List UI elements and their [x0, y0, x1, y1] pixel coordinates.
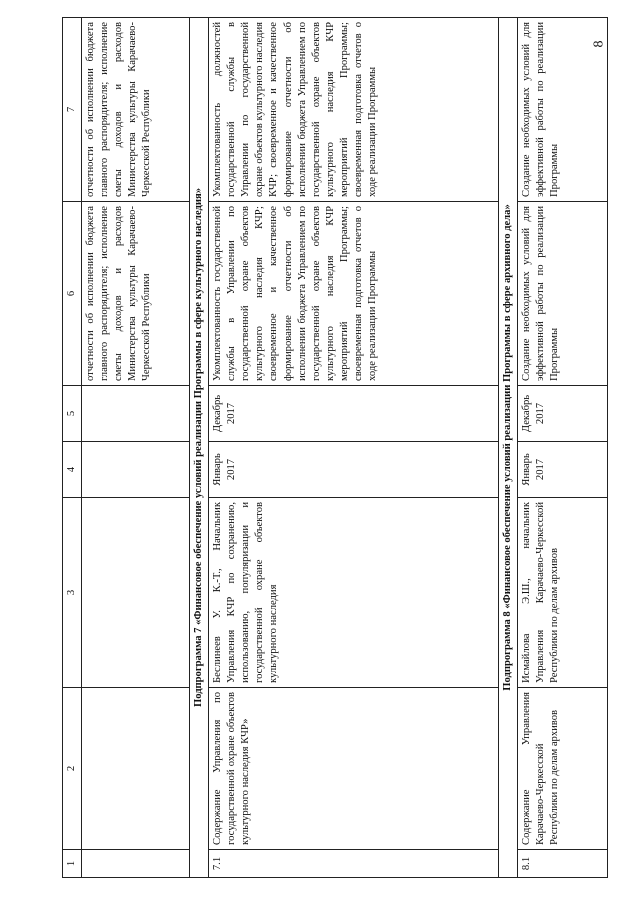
- row-indicator: Укомплектованность должностей государственной службы в Управлении по государственной охране объектов культурного наследия КЧР; своевременное и качественное формирование отчетности об исполнении бюджета Управлением по государственной охране объектов культурного наследия КЧР мероприятий Программы; своевременная подготовка отчетов о ходе реализации Программы: [209, 18, 499, 202]
- column-number: 2: [63, 688, 82, 850]
- column-number: 1: [63, 850, 82, 878]
- page-number: 8: [591, 40, 607, 48]
- table-cell: [82, 688, 190, 850]
- column-number: 7: [63, 18, 82, 202]
- column-number: 6: [63, 202, 82, 386]
- row-end-date: Декабрь 2017: [518, 386, 608, 442]
- column-number: 5: [63, 386, 82, 442]
- column-number: 4: [63, 442, 82, 498]
- row-end-date: Декабрь 2017: [209, 386, 499, 442]
- continued-result-cell: отчетности об исполнении бюджета главного распорядителя; исполнение сметы доходов и расходов Министерства культуры Карачаево-Черкесской Республики: [82, 202, 190, 386]
- section-title: Подпрограмма 7 «Финансовое обеспечение условий реализации Программы в сфере культурного наследия»: [190, 18, 209, 878]
- column-number: 3: [63, 498, 82, 688]
- row-name: Содержание Управления Карачаево-Черкесской Республики по делам архивов: [518, 688, 608, 850]
- row-start-date: Январь 2017: [209, 442, 499, 498]
- continued-indicator-cell: отчетности об исполнении бюджета главного распорядителя; исполнение сметы доходов и расходов Министерства культуры Карачаево-Черкесской Республики: [82, 18, 190, 202]
- table-cell: [82, 386, 190, 442]
- section-header-row: [190, 18, 209, 878]
- continued-row: [82, 18, 190, 878]
- program-table: [62, 17, 608, 878]
- row-result: Создание необходимых условий для эффективной работы по реализации Программы: [518, 202, 608, 386]
- section-header-row: [499, 18, 518, 878]
- table-row: [518, 18, 608, 878]
- row-executor: Беслинеев У. К.-Т., Начальник Управления КЧР по сохранению, использованию, популяризации и государственной охране объектов культурного наследия: [209, 498, 499, 688]
- rotated-table-container: [62, 18, 602, 878]
- row-number: 8.1: [518, 850, 608, 878]
- row-name: Содержание Управления по государственной охране объектов культурного наследия КЧР»: [209, 688, 499, 850]
- row-number: 7.1: [209, 850, 499, 878]
- column-number-row: [63, 18, 82, 878]
- table-cell: [82, 442, 190, 498]
- table-cell: [82, 498, 190, 688]
- row-result: Укомплектованность государственной службы в Управлении по государственной охране объектов культурного наследия КЧР; своевременное и качественное формирование отчетности об исполнении бюджета Управлением по государственной охране объектов культурного наследия КЧР мероприятий Программы; своевременная подготовка отчетов о ходе реализации Программы: [209, 202, 499, 386]
- table-row: [209, 18, 499, 878]
- section-title: Подпрограмма 8 «Финансовое обеспечение условий реализации Программы в сфере архивного дела»: [499, 18, 518, 878]
- table-cell: [82, 850, 190, 878]
- row-executor: Исмайлова Э.Ш., начальник Управления Карачаево-Черкесской Республики по делам архивов: [518, 498, 608, 688]
- row-indicator: Создание необходимых условий для эффективной работы по реализации Программы: [518, 18, 608, 202]
- row-start-date: Январь 2017: [518, 442, 608, 498]
